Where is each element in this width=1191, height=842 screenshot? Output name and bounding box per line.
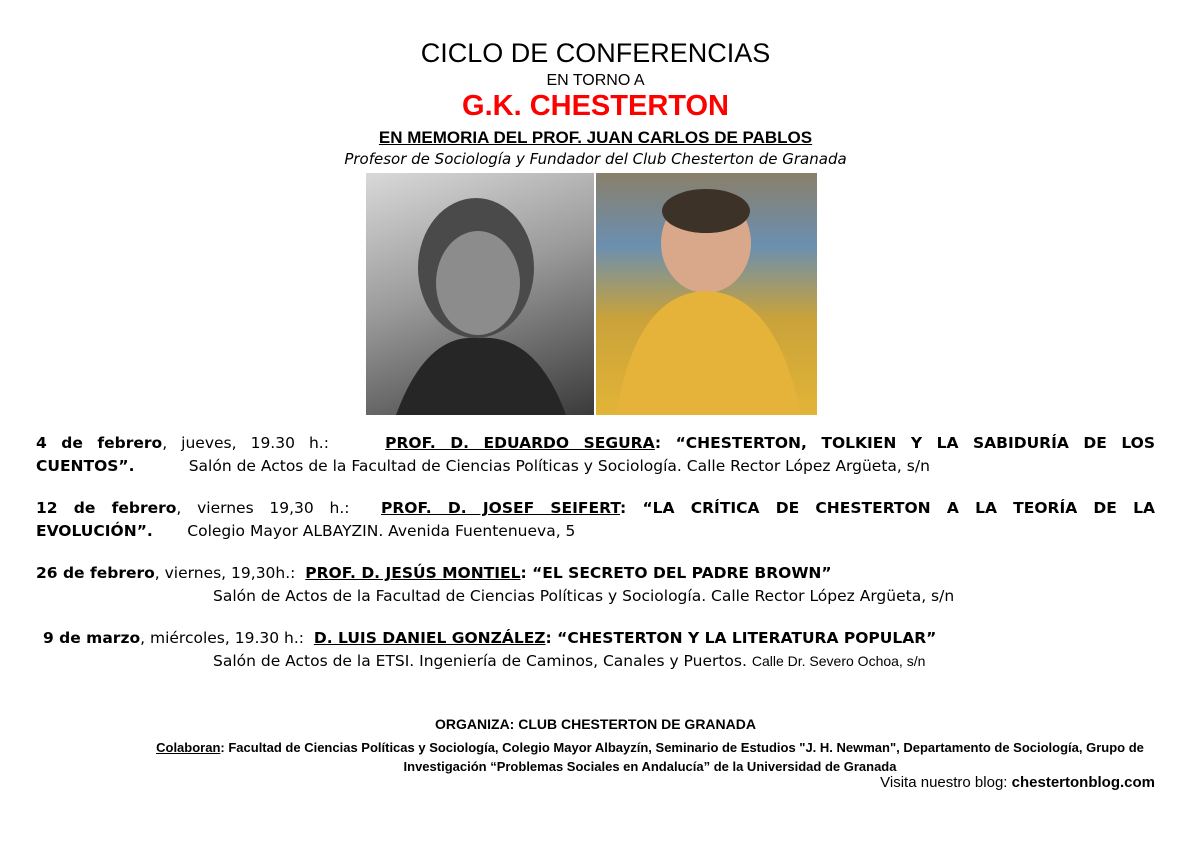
event-4-venue-line [213, 652, 925, 670]
event-4-date: 9 de marzo [43, 629, 141, 647]
event-1-speaker: PROF. D. EDUARDO SEGURA [385, 434, 655, 452]
poster-title: CICLO DE CONFERENCIAS [420, 38, 771, 68]
event-1 [36, 432, 1155, 478]
honoree-name: G.K. CHESTERTON [462, 90, 729, 122]
event-1-title: : “CHESTERTON, TOLKIEN Y LA SABIDURÍA DE LOS CUENTOS”. [36, 434, 1155, 475]
event-3-time: , viernes, 19,30h.: [154, 564, 296, 582]
event-1-venue: Salón de Actos de la Facultad de Ciencias Políticas y Sociología. Calle Rector López Argüeta, s/n [188, 457, 930, 475]
poster-subtitle: EN TORNO A [546, 72, 645, 89]
organizer: ORGANIZA: CLUB CHESTERTON DE GRANADA [435, 716, 756, 732]
event-1-date: 4 de febrero [36, 434, 163, 452]
collaborators [150, 738, 1150, 776]
event-3-speaker: PROF. D. JESÚS MONTIEL [305, 564, 521, 582]
event-4-venue-address: Calle Dr. Severo Ochoa, s/n [751, 653, 926, 669]
event-3-heading [36, 564, 832, 582]
event-4-venue: Salón de Actos de la ETSI. Ingeniería de Caminos, Canales y Puertos. [213, 652, 747, 670]
chesterton-portrait-image [366, 173, 594, 415]
professor-description: Profesor de Sociología y Fundador del Club Chesterton de Granada [344, 150, 847, 168]
event-3-title: : “EL SECRETO DEL PADRE BROWN” [520, 564, 832, 582]
collaborators-text: : Facultad de Ciencias Políticas y Sociología, Colegio Mayor Albayzín, Seminario de Estudios "J. H. Newman", Departamento de Sociología, Grupo de Investigación “Problemas Sociales en Andalucía” de la Universidad de Granada [220, 740, 1144, 774]
event-2 [36, 497, 1155, 543]
event-2-venue: Colegio Mayor ALBAYZIN. Avenida Fuentenueva, 5 [187, 522, 576, 540]
memorial-dedication: EN MEMORIA DEL PROF. JUAN CARLOS DE PABLOS [378, 128, 813, 147]
event-3-venue: Salón de Actos de la Facultad de Ciencias Políticas y Sociología. Calle Rector López Argüeta, s/n [213, 587, 955, 605]
event-2-time: , viernes 19,30 h.: [176, 499, 350, 517]
event-2-date: 12 de febrero [36, 499, 177, 517]
event-4-title: : “CHESTERTON Y LA LITERATURA POPULAR” [545, 629, 937, 647]
collaborators-label: Colaboran [156, 740, 221, 755]
de-pablos-portrait-image [596, 173, 817, 415]
event-4-time: , miércoles, 19.30 h.: [140, 629, 305, 647]
blog-label: Visita nuestro blog: [880, 774, 1008, 791]
blog-link[interactable]: chestertonblog.com [1011, 774, 1155, 791]
event-4-heading [43, 629, 936, 647]
event-1-time: , jueves, 19.30 h.: [162, 434, 329, 452]
event-4-speaker: D. LUIS DANIEL GONZÁLEZ [313, 629, 546, 647]
event-3-date: 26 de febrero [36, 564, 155, 582]
blog-line [880, 774, 1155, 791]
event-2-speaker: PROF. D. JOSEF SEIFERT [381, 499, 621, 517]
event-2-title: : “LA CRÍTICA DE CHESTERTON A LA TEORÍA DE LA EVOLUCIÓN”. [36, 499, 1155, 540]
